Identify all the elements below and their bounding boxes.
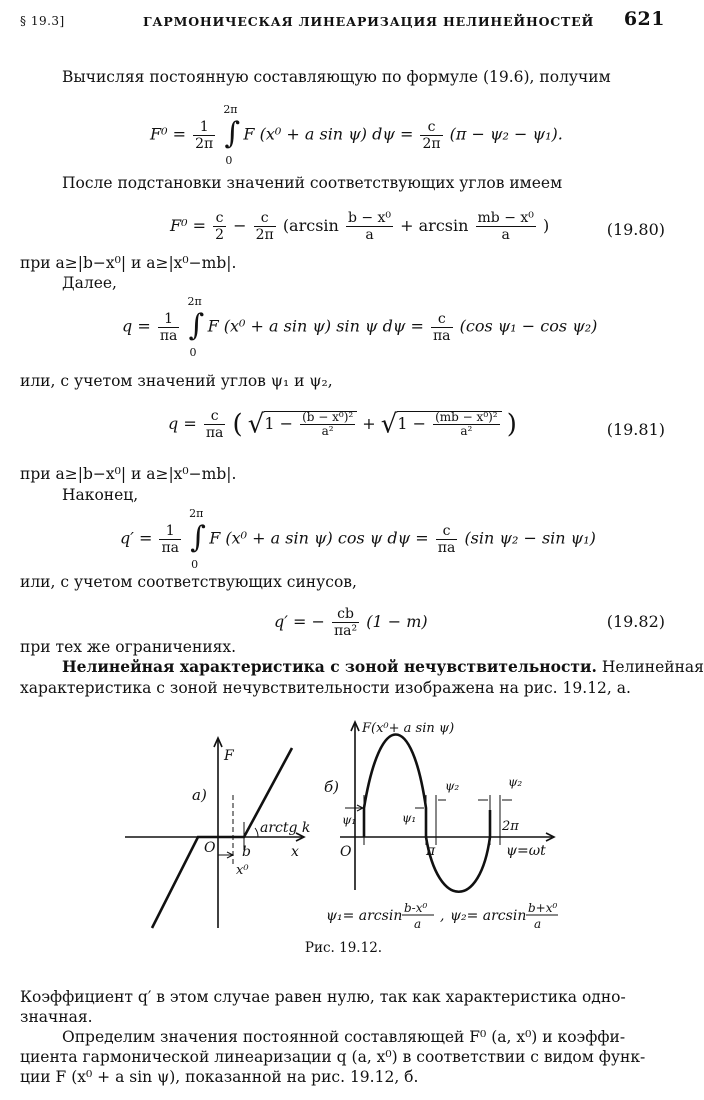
paragraph-text: Вычисляя постоянную составляющую по формуле (19.6), получим [62, 68, 611, 86]
figure-19-12 [0, 700, 687, 940]
label-pi: π [426, 843, 436, 859]
paragraph-text: или, с учетом соответствующих синусов, [20, 573, 357, 591]
label-x0: x⁰ [236, 863, 249, 878]
formula-psi1: ψ₁= arcsin [326, 908, 403, 924]
axis-label-F: F [224, 748, 234, 764]
formula-denominator: a [534, 917, 542, 931]
axis-label-x: x [291, 844, 299, 860]
formula-psi2: ψ₂= arcsin [450, 908, 527, 924]
panel-label-a: а) [192, 786, 207, 804]
equation-q-integral: q = $\frac{1}{\pi a}$ 2π ∫ 0 F (x⁰ + a sin ψ) sin ψ dψ = $\frac{c}{\pi a}$ (cos ψ₁ − cos ψ₂) [122, 295, 598, 359]
equation-number: (19.82) [606, 612, 665, 631]
paragraph-text: Наконец, [62, 486, 139, 504]
paragraph-text: ции F (x⁰ + a sin ψ), показанной на рис. 19.12, б. [20, 1068, 419, 1086]
equation-19-82: q′ = − $\frac{cb}{\text{πa²}}$ (1 − m) [274, 606, 428, 639]
axis-label-psi-wt: ψ=ωt [506, 843, 546, 859]
label-psi1: ψ₁ [342, 813, 357, 827]
origin-label: O [204, 840, 216, 856]
section-marker: § 19.3] [20, 14, 65, 28]
axis-label-F-psi: F(x⁰+ a sin ψ) [362, 721, 455, 736]
label-psi2: ψ₂ [508, 775, 523, 789]
panel-label-b: б) [324, 778, 340, 796]
formula-numerator: b-x⁰ [404, 901, 428, 915]
paragraph-text: Далее, [62, 274, 117, 292]
figure-caption: Рис. 19.12. [304, 940, 383, 956]
paragraph-text: Определим значения постоянной составляющей F⁰ (a, x⁰) и коэффи- [62, 1028, 626, 1046]
formula-separator: , [440, 908, 445, 924]
paragraph-text: или, с учетом значений углов ψ₁ и ψ₂, [20, 372, 333, 390]
paragraph-text-tail: Нелинейная [596, 658, 704, 676]
origin-label: O [340, 844, 352, 860]
paragraph-text: при a≥|b−x⁰| и a≥|x⁰−mb|. [20, 254, 237, 272]
label-psi2: ψ₂ [445, 779, 460, 793]
paragraph-text: значная. [20, 1008, 93, 1026]
label-2pi: 2π [502, 819, 519, 834]
equation-number: (19.81) [606, 420, 665, 439]
label-arctg-k: arctg k [260, 820, 311, 836]
paragraph-text: при a≥|b−x⁰| и a≥|x⁰−mb|. [20, 465, 237, 483]
paragraph-text: После подстановки значений соответствующих углов имеем [62, 174, 563, 192]
label-b: b [242, 844, 251, 860]
equation-19-80: F⁰ = $\frac{c}{2}$ − $\frac{c}{2\pi}$ (arcsin $\frac{\text{b − x⁰}}{a}$ + arcsin $\frac{\text{mb − x⁰}}{a}$ ) [170, 210, 550, 243]
equation-f0-integral: F⁰ = $\frac{1}{2\pi}$ 2π ∫ 0 F (x⁰ + a sin ψ) dψ = $\frac{c}{2\pi}$ (π − ψ₂ − ψ₁). [150, 103, 563, 167]
paragraph-text: при тех же ограничениях. [20, 638, 237, 656]
paragraph-text: циента гармонической линеаризации q (a, x⁰) в соответствии с видом функ- [20, 1048, 646, 1066]
equation-number: (19.80) [606, 220, 665, 239]
bold-run-in-heading: Нелинейная характеристика с зоной нечувствительности. [62, 657, 597, 676]
label-psi1: ψ₁ [402, 811, 417, 825]
running-title: ГАРМОНИЧЕСКАЯ ЛИНЕАРИЗАЦИЯ НЕЛИНЕЙНОСТЕЙ [143, 14, 595, 29]
paragraph-text [62, 657, 704, 677]
formula-denominator: a [414, 917, 422, 931]
paragraph-text: Коэффициент q′ в этом случае равен нулю, так как характеристика одно- [20, 988, 626, 1006]
page-number: 621 [623, 8, 665, 30]
equation-q-prime-integral: q′ = $\frac{1}{\pi a}$ 2π ∫ 0 F (x⁰ + a sin ψ) cos ψ dψ = $\frac{c}{\pi a}$ (sin ψ₂ − sin ψ₁) [120, 507, 596, 571]
formula-numerator: b+x⁰ [528, 901, 558, 915]
equation-19-81: q = $\frac{c}{\pi a}$ ( √1 − $\frac{\text{(b − x⁰)²}}{\text{a²}}$ + √1 − $\frac{\text{(mb − x⁰)²}}{\text{a²}}$ ) [168, 408, 517, 441]
paragraph-text: характеристика с зоной нечувствительности изображена на рис. 19.12, а. [20, 679, 631, 697]
